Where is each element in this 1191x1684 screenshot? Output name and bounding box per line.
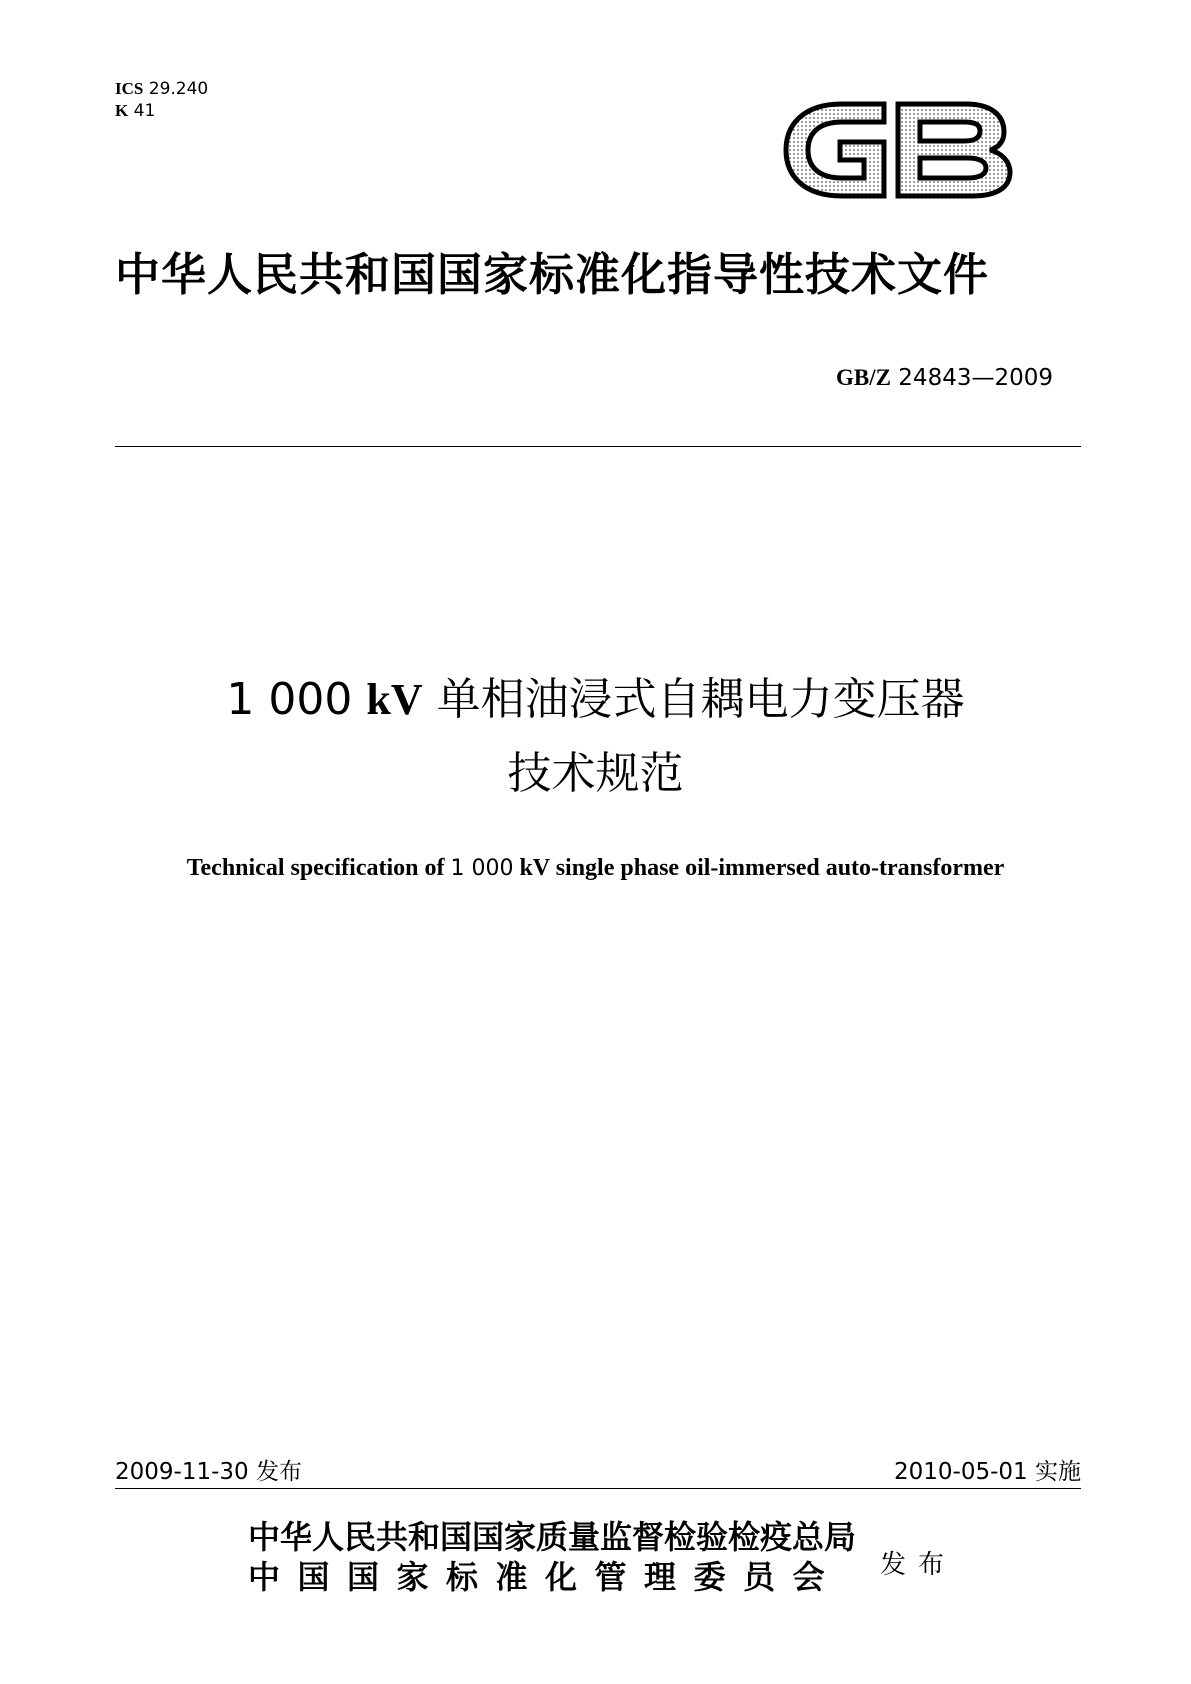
ics-value: 29.240 <box>148 79 209 99</box>
issuer-sac: 中国国家标准化管理委员会 <box>248 1558 843 1596</box>
standard-prefix: GB/Z <box>836 365 891 390</box>
issuer-aqsiq: 中华人民共和国国家质量监督检验检疫总局 <box>248 1518 857 1556</box>
publish-label: 发布 <box>880 1550 957 1580</box>
header-divider <box>115 446 1081 447</box>
ccs-line <box>115 100 208 122</box>
ics-line <box>115 78 208 100</box>
issue-date: 2009-11-30 发布 <box>115 1459 302 1485</box>
standard-code: 24843—2009 <box>898 365 1053 391</box>
chinese-title-line1 <box>0 674 1191 725</box>
title-main-text: 单相油浸式自耦电力变压器 <box>436 674 965 725</box>
ccs-value: 41 <box>133 101 156 121</box>
chinese-title-line2: 技术规范 <box>507 748 684 799</box>
title-voltage-number: 1 000 <box>226 674 353 725</box>
gb-logo <box>780 88 1016 212</box>
classification-block <box>115 78 208 122</box>
ics-label: ICS <box>115 79 144 98</box>
english-title <box>0 855 1191 882</box>
english-title-number: 1 000 <box>450 856 514 881</box>
document-type-title: 中华人民共和国国家标准化指导性技术文件 <box>115 248 990 301</box>
title-voltage-unit: kV <box>366 675 423 724</box>
footer-divider <box>115 1488 1081 1489</box>
english-title-part2: kV single phase oil-immersed auto-transformer <box>519 855 1005 881</box>
english-title-part1: Technical specification of <box>186 855 445 881</box>
implementation-date: 2010-05-01 实施 <box>894 1459 1081 1485</box>
standard-number <box>836 365 1053 391</box>
ccs-label: K <box>115 101 129 120</box>
